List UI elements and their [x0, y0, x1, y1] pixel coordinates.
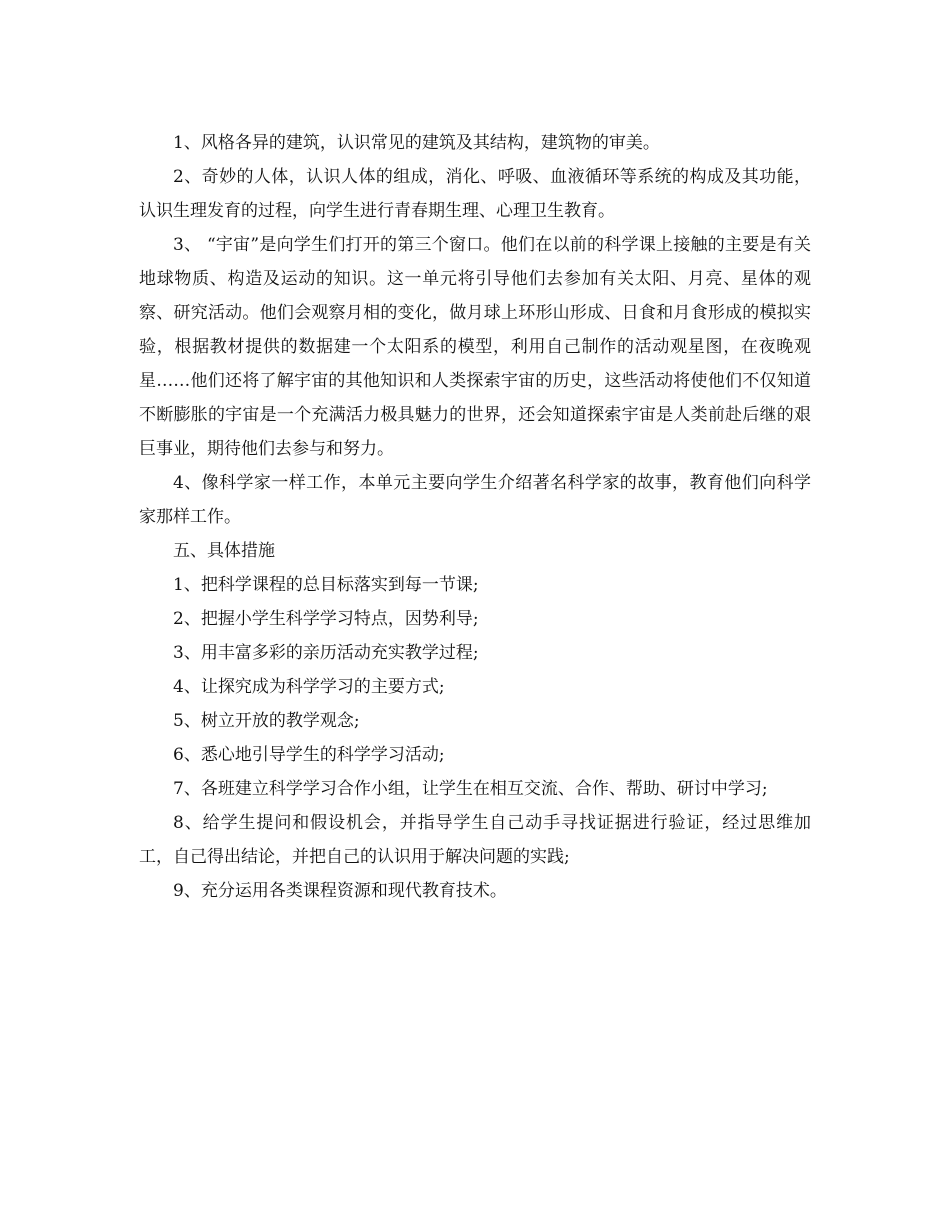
paragraph-universe: 3、 “宇宙”是向学生们打开的第三个窗口。他们在以前的科学课上接触的主要是有关地球物质、构造及运动的知识。这一单元将引导他们去参加有关太阳、月亮、星体的观察、研究活动。他们会观察月相的变化，做月球上环形山形成、日食和月食形成的模拟实验，根据教材提供的数据建一个太阳系的模型，利用自己制作的活动观星图，在夜晚观星……他们还将了解宇宙的其他知识和人类探索宇宙的历史，这些活动将使他们不仅知道不断膨胀的宇宙是一个充满活力极具魅力的世界，还会知道探索宇宙是人类前赴后继的艰巨事业，期待他们去参与和努力。 [139, 235, 811, 459]
section-heading-measures: 五、具体措施 [173, 541, 275, 561]
measure-item-3: 3、用丰富多彩的亲历活动充实教学过程; [173, 643, 479, 663]
paragraph-human-body: 2、奇妙的人体，认识人体的组成，消化、呼吸、血液循环等系统的构成及其功能，认识生理发育的过程，向学生进行青春期生理、心理卫生教育。 [139, 167, 811, 221]
paragraph-scientist: 4、像科学家一样工作，本单元主要向学生介绍著名科学家的故事，教育他们向科学家那样工作。 [139, 473, 811, 527]
measure-item-1: 1、把科学课程的总目标落实到每一节课; [173, 575, 479, 595]
document-body [139, 126, 811, 908]
measure-item-5: 5、树立开放的教学观念; [173, 711, 360, 731]
measure-item-7: 7、各班建立科学学习合作小组，让学生在相互交流、合作、帮助、研讨中学习; [173, 779, 768, 799]
measure-item-4: 4、让探究成为科学学习的主要方式; [173, 677, 445, 697]
measure-item-6: 6、悉心地引导学生的科学学习活动; [173, 745, 445, 765]
measure-item-8: 8、给学生提问和假设机会，并指导学生自己动手寻找证据进行验证，经过思维加工，自己得出结论，并把自己的认识用于解决问题的实践; [139, 813, 811, 867]
measure-item-2: 2、把握小学生科学学习特点，因势利导; [173, 609, 479, 629]
measure-item-9: 9、充分运用各类课程资源和现代教育技术。 [173, 881, 507, 901]
paragraph-building: 1、风格各异的建筑，认识常见的建筑及其结构，建筑物的审美。 [173, 133, 660, 153]
